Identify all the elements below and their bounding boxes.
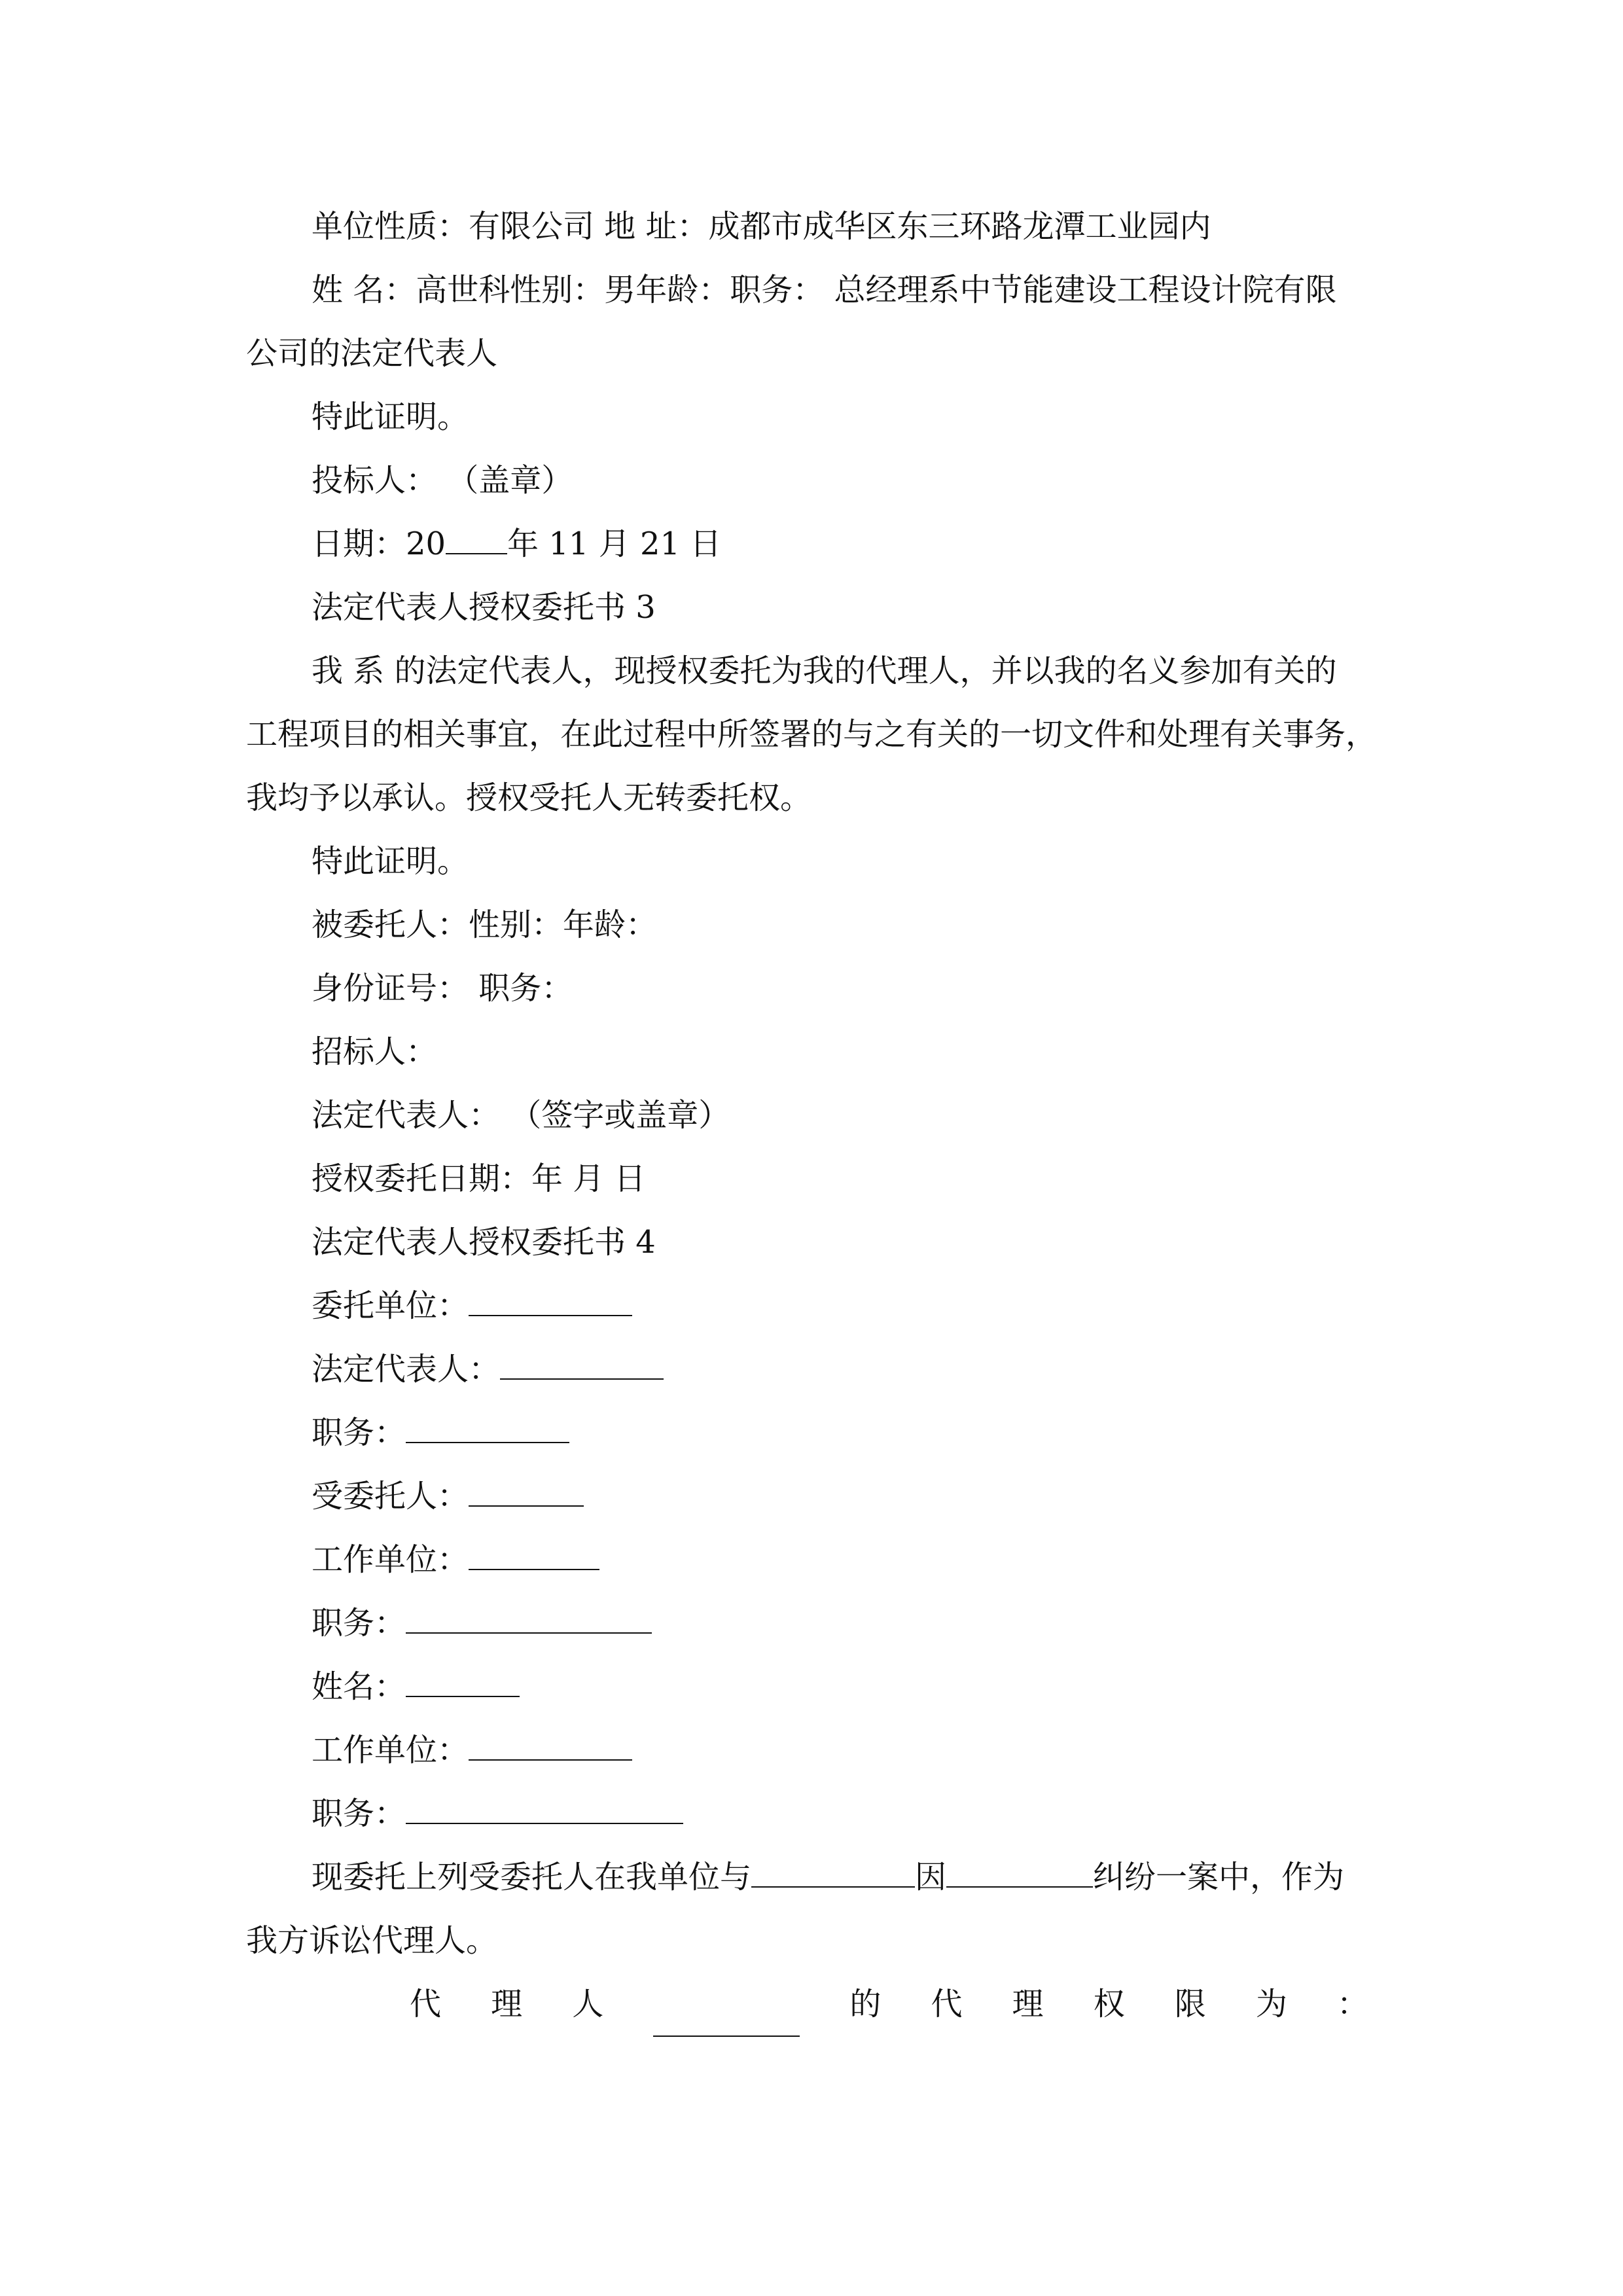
- entrusting-unit-blank: [469, 1289, 632, 1316]
- section-title-4: 法定代表人授权委托书 4: [312, 1224, 656, 1261]
- position-blank-1: [406, 1416, 569, 1443]
- section-title-3: 法定代表人授权委托书 3: [312, 589, 656, 626]
- agent-authority-char: 限: [1174, 1986, 1206, 2022]
- agent-authority-line: [246, 1973, 1382, 2037]
- work-unit-blank-2: [469, 1733, 632, 1761]
- work-unit-line-2: [246, 1719, 1382, 1782]
- agent-name-blank: [653, 2009, 800, 2037]
- year-blank: [446, 527, 507, 554]
- representative-info-continued: 公司的法定代表人: [246, 335, 498, 372]
- work-unit-label-1: 工作单位：: [312, 1541, 469, 1578]
- authorization-date-line: 授权委托日期：年 月 日: [312, 1160, 646, 1197]
- legal-representative-signature-line: 法定代表人： （签字或盖章）: [312, 1097, 730, 1134]
- agent-authority-char: 代: [931, 1986, 963, 2022]
- position-label-1: 职务：: [312, 1414, 406, 1451]
- agent-authority-char: ：: [1336, 1986, 1368, 2022]
- legal-representative-line: [246, 1338, 1382, 1401]
- agent-authority-char: 代: [410, 1986, 442, 2022]
- tenderer-line: 招标人：: [312, 1033, 438, 1070]
- delegation-text-c: 纠纷一案中，作为: [1093, 1859, 1345, 1895]
- delegation-paragraph-line-1: [246, 1846, 1382, 1909]
- work-unit-line-1: [246, 1528, 1382, 1592]
- position-line-1: [246, 1401, 1382, 1465]
- agent-authority-char: 的: [849, 1986, 882, 2022]
- certification-statement-2: 特此证明。: [312, 843, 469, 880]
- trustee-line: [246, 1465, 1382, 1528]
- position-line-3: [246, 1782, 1382, 1846]
- legal-representative-blank: [500, 1352, 664, 1380]
- bidder-seal-line: 投标人： （盖章）: [312, 462, 573, 499]
- representative-info-line: 姓 名：高世科性别：男年龄：职务： 总经理系中节能建设工程设计院有限: [312, 272, 1337, 308]
- agent-authority-char: 理: [491, 1986, 523, 2022]
- document-body: [246, 195, 1382, 2037]
- trustee-blank: [469, 1479, 584, 1507]
- position-label-2: 职务：: [312, 1605, 406, 1641]
- delegation-paragraph-line-2: 我方诉讼代理人。: [246, 1922, 498, 1959]
- entrusting-unit-line: [246, 1274, 1382, 1338]
- work-unit-blank-1: [469, 1543, 599, 1570]
- position-line-2: [246, 1592, 1382, 1655]
- trustee-label: 受委托人：: [312, 1478, 469, 1515]
- work-unit-label-2: 工作单位：: [312, 1732, 469, 1768]
- authorization-paragraph-line-1: 我 系 的法定代表人，现授权委托为我的代理人，并以我的名义参加有关的: [312, 653, 1337, 689]
- authorization-paragraph-line-2: 工程项目的相关事宜，在此过程中所签署的与之有关的一切文件和处理有关事务，: [246, 716, 1378, 753]
- name-label: 姓名：: [312, 1668, 406, 1705]
- delegation-text-b: 因: [915, 1859, 947, 1895]
- date-line: [246, 512, 1382, 576]
- position-blank-2: [406, 1606, 652, 1634]
- authorization-paragraph-line-3: 我均予以承认。授权受托人无转委托权。: [246, 780, 812, 816]
- agent-authority-char: 为: [1255, 1986, 1287, 2022]
- name-line: [246, 1655, 1382, 1719]
- name-blank: [406, 1670, 520, 1697]
- position-blank-3: [406, 1797, 683, 1824]
- certification-statement: 特此证明。: [312, 399, 469, 435]
- position-label-3: 职务：: [312, 1795, 406, 1832]
- date-label: 日期：20: [312, 526, 446, 562]
- agent-authority-char: 人: [572, 1986, 604, 2022]
- agent-authority-char: 权: [1093, 1986, 1125, 2022]
- legal-representative-label: 法定代表人：: [312, 1351, 501, 1388]
- delegation-text-a: 现委托上列受委托人在我单位与: [312, 1859, 752, 1895]
- unit-nature-line: 单位性质：有限公司 地 址：成都市成华区东三环路龙潭工业园内: [312, 208, 1211, 245]
- trustee-info-line: 被委托人：性别：年龄：: [312, 906, 658, 943]
- date-rest: 年 11 月 21 日: [507, 526, 722, 562]
- entrusting-unit-label: 委托单位：: [312, 1287, 469, 1324]
- id-number-line: 身份证号： 职务：: [312, 970, 573, 1007]
- cause-blank: [946, 1860, 1093, 1888]
- agent-authority-char: 理: [1012, 1986, 1044, 2022]
- party-blank: [751, 1860, 915, 1888]
